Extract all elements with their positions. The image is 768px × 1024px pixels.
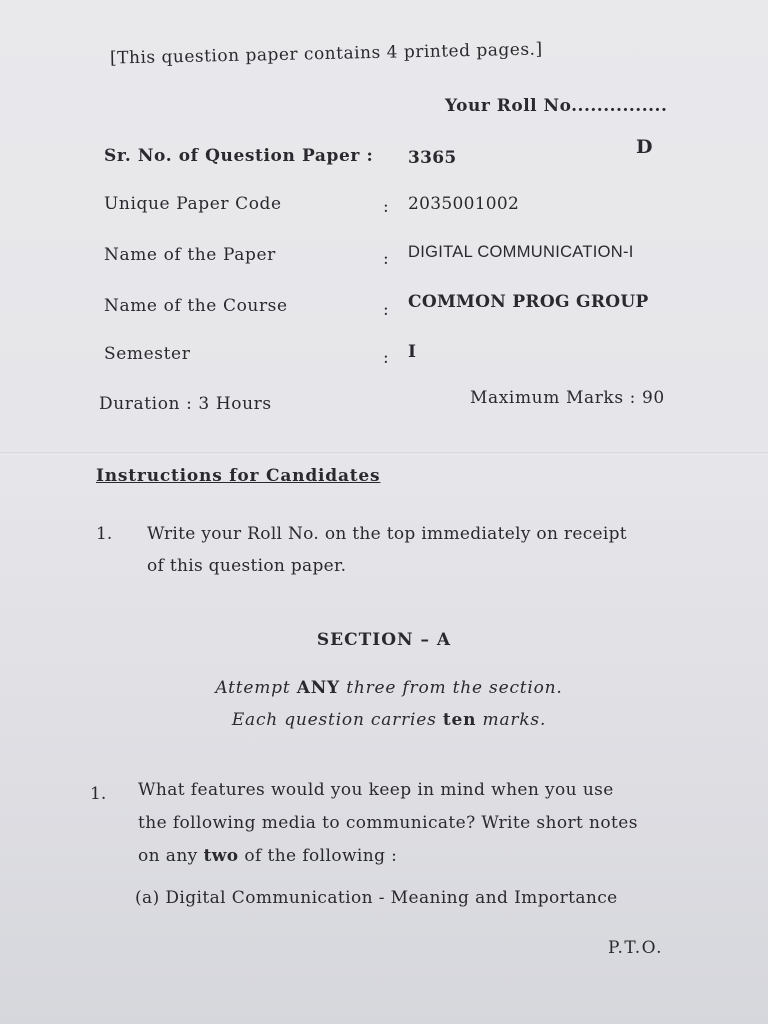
colon: : bbox=[383, 249, 389, 269]
course-name-label: Name of the Course bbox=[104, 296, 288, 316]
paper-fold bbox=[0, 452, 768, 455]
instruction-line: Write your Roll No. on the top immediately on receipt bbox=[147, 524, 627, 544]
attempt-line: Attempt ANY three from the section. bbox=[215, 678, 563, 698]
section-title: SECTION – A bbox=[316, 630, 452, 650]
question-line: the following media to communicate? Write short notes bbox=[138, 813, 638, 833]
paper-code-value: 2035001002 bbox=[408, 194, 520, 214]
course-name-value: COMMON PROG GROUP bbox=[408, 292, 649, 312]
section-instructions bbox=[0, 672, 768, 736]
maximum-marks: Maximum Marks : 90 bbox=[470, 388, 665, 408]
colon: : bbox=[383, 300, 389, 320]
pto-note: P.T.O. bbox=[608, 938, 663, 958]
question-line: on any two of the following : bbox=[138, 846, 398, 866]
paper-name-label: Name of the Paper bbox=[104, 245, 276, 265]
sr-no-label: Sr. No. of Question Paper : bbox=[104, 146, 374, 166]
instructions-title: Instructions for Candidates bbox=[96, 466, 381, 486]
question-line: What features would you keep in mind when you use bbox=[138, 780, 614, 800]
instruction-text bbox=[147, 518, 627, 582]
pages-note: [This question paper contains 4 printed pages.] bbox=[109, 39, 543, 69]
set-letter: D bbox=[636, 136, 653, 158]
semester-label: Semester bbox=[104, 344, 191, 364]
carries-line: Each question carries ten marks. bbox=[231, 710, 547, 730]
colon: : bbox=[383, 197, 389, 217]
paper-code-label: Unique Paper Code bbox=[104, 194, 282, 214]
instruction-line: of this question paper. bbox=[147, 556, 347, 576]
paper-name-value: DIGITAL COMMUNICATION-I bbox=[408, 243, 634, 261]
question-number: 1. bbox=[90, 784, 107, 804]
colon: : bbox=[383, 348, 389, 368]
semester-value: I bbox=[408, 342, 417, 362]
instruction-number: 1. bbox=[96, 524, 113, 544]
roll-number-field: Your Roll No............... bbox=[445, 96, 668, 116]
question-subpart-a: (a) Digital Communication - Meaning and Importance bbox=[135, 888, 618, 908]
question-text bbox=[138, 774, 638, 873]
duration: Duration : 3 Hours bbox=[99, 394, 272, 414]
sr-no-value: 3365 bbox=[408, 148, 457, 168]
